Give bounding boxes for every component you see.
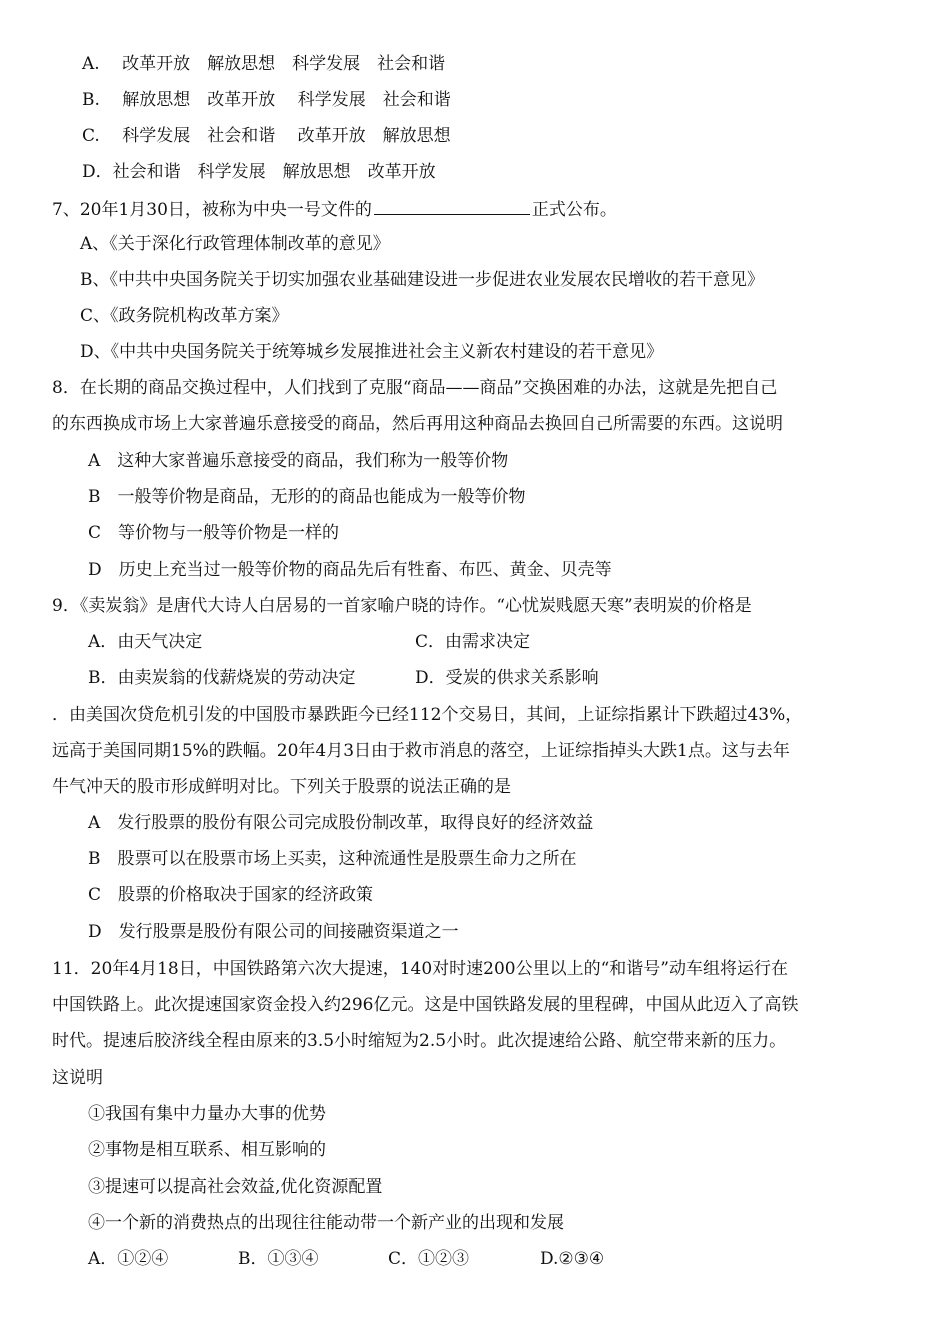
q10-option-d: D 发行股票是股份有限公司的间接融资渠道之一 [88, 922, 459, 942]
q11-stem-line2: 中国铁路上。此次提速国家资金投入约296亿元。这是中国铁路发展的里程碑，中国从此迈入了高铁 [52, 995, 799, 1015]
q9-option-c: C．由需求决定 [415, 632, 531, 652]
q8-option-b: B 一般等价物是商品，无形的的商品也能成为一般等价物 [88, 487, 526, 507]
q11-stem-line3: 时代。提速后胶济线全程由原来的3.5小时缩短为2.5小时。此次提速给公路、航空带来新的压力。 [52, 1031, 787, 1051]
q8-stem-line1: 8．在长期的商品交换过程中，人们找到了克服“商品——商品”交换困难的办法，这就是先把自己 [52, 378, 778, 398]
q7-blank [374, 196, 530, 215]
q11-statement-2: ②事物是相互联系、相互影响的 [88, 1140, 326, 1160]
q6-option-d: D．社会和谐 科学发展 解放思想 改革开放 [82, 162, 436, 182]
q10-stem-line2: 远高于美国同期15%的跌幅。20年4月3日由于救市消息的落空，上证综指掉头大跌1点。这与去年 [52, 741, 790, 761]
q9-option-a: A．由天气决定 [88, 632, 203, 652]
q10-option-a: A 发行股票的股份有限公司完成股份制改革，取得良好的经济效益 [88, 813, 594, 833]
q9-option-d: D．受炭的供求关系影响 [415, 668, 599, 688]
q7-stem [52, 196, 617, 220]
q11-statement-4: ④一个新的消费热点的出现往往能动带一个新产业的出现和发展 [88, 1213, 564, 1233]
q10-option-b: B 股票可以在股票市场上买卖，这种流通性是股票生命力之所在 [88, 849, 577, 869]
q8-option-d: D 历史上充当过一般等价物的商品先后有牲畜、布匹、黄金、贝壳等 [88, 560, 612, 580]
q7-stem-before: 7、20年1月30日，被称为中央一号文件的 [52, 200, 372, 220]
q7-option-b: B、《中共中央国务院关于切实加强农业基础建设进一步促进农业发展农民增收的若干意见》 [80, 270, 764, 290]
q11-option-c: C．①②③ [388, 1249, 470, 1269]
q6-option-c: C. 科学发展 社会和谐 改革开放 解放思想 [82, 126, 451, 146]
q9-stem: 9．《卖炭翁》是唐代大诗人白居易的一首家喻户晓的诗作。“心忧炭贱愿天寒”表明炭的价格是 [52, 596, 752, 616]
q8-option-c: C 等价物与一般等价物是一样的 [88, 523, 340, 543]
q11-stem-line4: 这说明 [52, 1068, 103, 1088]
q11-option-d: D.②③④ [540, 1249, 605, 1269]
q10-stem-line3: 牛气冲天的股市形成鲜明对比。下列关于股票的说法正确的是 [52, 777, 511, 797]
q7-option-c: C、《政务院机构改革方案》 [80, 306, 289, 326]
q11-option-b: B．①③④ [238, 1249, 319, 1269]
q7-option-a: A、《关于深化行政管理体制改革的意见》 [80, 234, 390, 254]
q11-statement-3: ③提速可以提高社会效益,优化资源配置 [88, 1177, 383, 1197]
q6-option-a: A. 改革开放 解放思想 科学发展 社会和谐 [82, 54, 446, 74]
q10-stem-line1: ．由美国次贷危机引发的中国股市暴跌距今已经112个交易日，其间，上证综指累计下跌超过43%， [52, 705, 803, 725]
q11-stem-line1: 11．20年4月18日，中国铁路第六次大提速，140对时速200公里以上的“和谐号”动车组将运行在 [52, 959, 788, 979]
q6-option-b: B. 解放思想 改革开放 科学发展 社会和谐 [82, 90, 451, 110]
q11-statement-1: ①我国有集中力量办大事的优势 [88, 1104, 326, 1124]
q8-option-a: A 这种大家普遍乐意接受的商品，我们称为一般等价物 [88, 451, 509, 471]
q8-stem-line2: 的东西换成市场上大家普遍乐意接受的商品，然后再用这种商品去换回自己所需要的东西。这说明 [52, 414, 783, 434]
q9-option-b: B．由卖炭翁的伐薪烧炭的劳动决定 [88, 668, 356, 688]
q7-stem-after: 正式公布。 [531, 200, 617, 220]
q11-option-a: A．①②④ [88, 1249, 169, 1269]
q10-option-c: C 股票的价格取决于国家的经济政策 [88, 885, 374, 905]
q7-option-d: D、《中共中央国务院关于统筹城乡发展推进社会主义新农村建设的若干意见》 [80, 342, 664, 362]
